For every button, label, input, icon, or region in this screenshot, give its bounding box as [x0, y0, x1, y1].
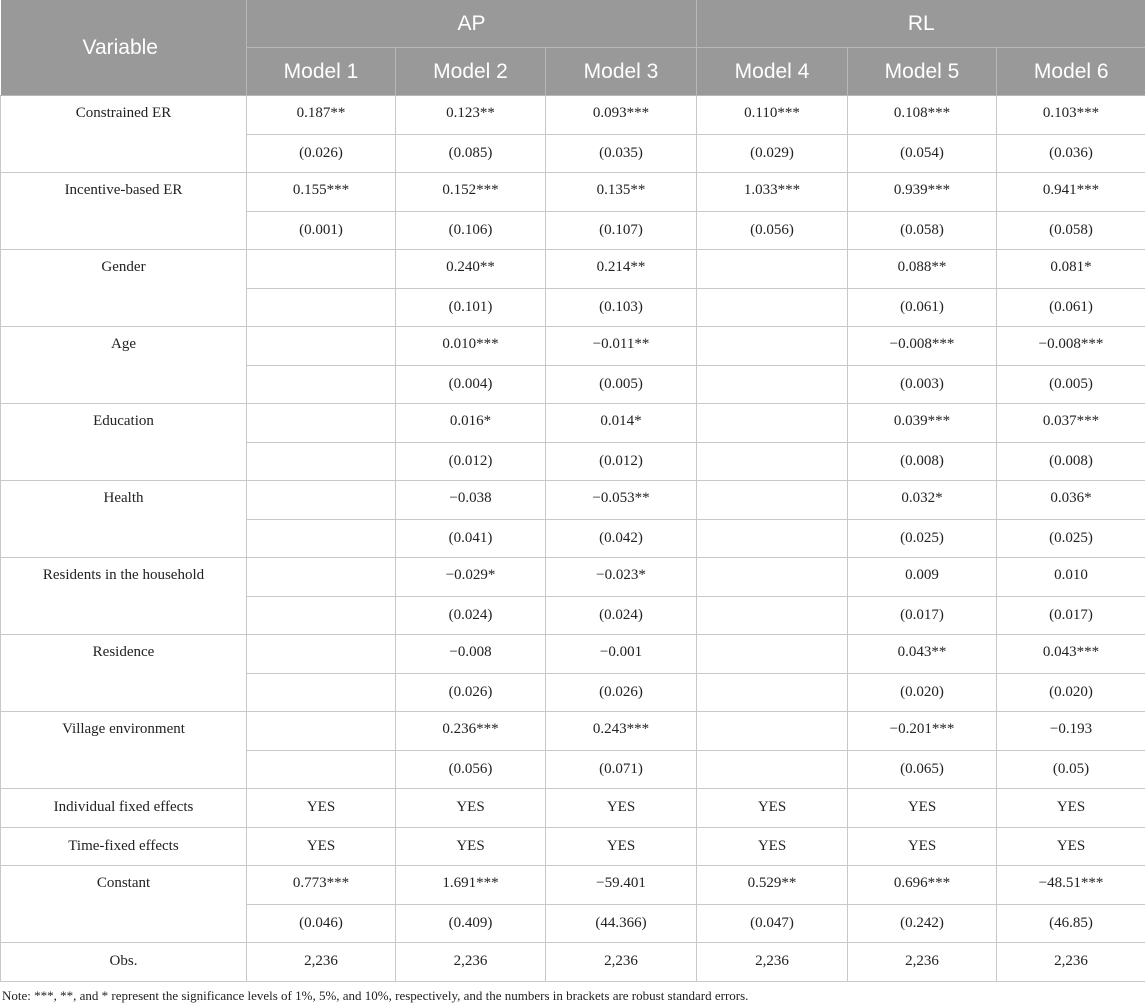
- coefficient-cell: 0.152***: [396, 173, 546, 212]
- value-cell: YES: [247, 789, 396, 828]
- table-row: [1, 558, 1145, 597]
- coefficient-cell: [697, 635, 848, 674]
- coefficient-cell: 0.240**: [396, 250, 546, 289]
- coefficient-cell: −48.51***: [997, 866, 1145, 905]
- table-note: Note: ***, **, and * represent the significance levels of 1%, 5%, and 10%, respectively, and the numbers in brackets are robust standard errors.: [2, 988, 749, 1003]
- coefficient-cell: 0.696***: [848, 866, 997, 905]
- coefficient-cell: 0.939***: [848, 173, 997, 212]
- value-cell: 2,236: [997, 943, 1145, 982]
- model-header: Model 5: [848, 48, 997, 96]
- coefficient-cell: 0.039***: [848, 404, 997, 443]
- value-cell: 2,236: [697, 943, 848, 982]
- row-label: Individual fixed effects: [1, 789, 247, 828]
- std-error-cell: (0.020): [997, 673, 1145, 712]
- std-error-cell: [697, 442, 848, 481]
- coefficient-cell: [247, 250, 396, 289]
- coefficient-cell: 0.135**: [546, 173, 697, 212]
- coefficient-cell: −0.011**: [546, 327, 697, 366]
- table-row: [1, 173, 1145, 212]
- value-cell: YES: [997, 827, 1145, 866]
- coefficient-cell: 0.941***: [997, 173, 1145, 212]
- coefficient-cell: 0.037***: [997, 404, 1145, 443]
- coefficient-cell: [697, 250, 848, 289]
- std-error-cell: (46.85): [997, 904, 1145, 943]
- coefficient-cell: 0.214**: [546, 250, 697, 289]
- row-label: Age: [1, 327, 247, 404]
- coefficient-cell: 0.088**: [848, 250, 997, 289]
- coefficient-cell: 0.081*: [997, 250, 1145, 289]
- std-error-cell: (0.409): [396, 904, 546, 943]
- coefficient-cell: 0.093***: [546, 96, 697, 135]
- std-error-cell: (0.017): [997, 596, 1145, 635]
- std-error-cell: (0.029): [697, 134, 848, 173]
- std-error-cell: (0.025): [997, 519, 1145, 558]
- coefficient-cell: −0.193: [997, 712, 1145, 751]
- coefficient-cell: 0.043**: [848, 635, 997, 674]
- std-error-cell: (0.054): [848, 134, 997, 173]
- std-error-cell: (0.056): [396, 750, 546, 789]
- std-error-cell: [247, 442, 396, 481]
- group-header-ap: AP: [247, 0, 697, 48]
- value-cell: 2,236: [247, 943, 396, 982]
- row-label: Constant: [1, 866, 247, 943]
- std-error-cell: [247, 365, 396, 404]
- value-cell: YES: [546, 789, 697, 828]
- std-error-cell: (0.106): [396, 211, 546, 250]
- table-row: [1, 827, 1145, 866]
- coefficient-cell: [247, 481, 396, 520]
- variable-header: Variable: [1, 0, 247, 96]
- value-cell: YES: [396, 789, 546, 828]
- coefficient-cell: −0.053**: [546, 481, 697, 520]
- std-error-cell: (0.025): [848, 519, 997, 558]
- table-row: [1, 250, 1145, 289]
- std-error-cell: [697, 519, 848, 558]
- coefficient-cell: [247, 712, 396, 751]
- std-error-cell: [697, 750, 848, 789]
- table-row: [1, 635, 1145, 674]
- value-cell: YES: [247, 827, 396, 866]
- std-error-cell: [247, 519, 396, 558]
- value-cell: YES: [396, 827, 546, 866]
- coefficient-cell: −0.001: [546, 635, 697, 674]
- coefficient-cell: [697, 481, 848, 520]
- model-header: Model 3: [546, 48, 697, 96]
- coefficient-cell: 0.103***: [997, 96, 1145, 135]
- std-error-cell: (0.036): [997, 134, 1145, 173]
- coefficient-cell: 0.155***: [247, 173, 396, 212]
- coefficient-cell: −0.008***: [997, 327, 1145, 366]
- std-error-cell: (0.008): [848, 442, 997, 481]
- value-cell: YES: [848, 827, 997, 866]
- std-error-cell: (0.058): [997, 211, 1145, 250]
- table-row: [1, 327, 1145, 366]
- std-error-cell: [247, 596, 396, 635]
- std-error-cell: (0.058): [848, 211, 997, 250]
- group-header-rl: RL: [697, 0, 1145, 48]
- std-error-cell: (0.05): [997, 750, 1145, 789]
- std-error-cell: (0.005): [997, 365, 1145, 404]
- std-error-cell: (0.041): [396, 519, 546, 558]
- row-label: Residence: [1, 635, 247, 712]
- std-error-cell: (0.005): [546, 365, 697, 404]
- std-error-cell: (0.035): [546, 134, 697, 173]
- value-cell: YES: [697, 789, 848, 828]
- coefficient-cell: −0.201***: [848, 712, 997, 751]
- coefficient-cell: 0.529**: [697, 866, 848, 905]
- coefficient-cell: 0.014*: [546, 404, 697, 443]
- coefficient-cell: [697, 327, 848, 366]
- table-row: [1, 96, 1145, 135]
- std-error-cell: [697, 365, 848, 404]
- coefficient-cell: [697, 404, 848, 443]
- coefficient-cell: 1.691***: [396, 866, 546, 905]
- coefficient-cell: [697, 558, 848, 597]
- row-label: Gender: [1, 250, 247, 327]
- std-error-cell: (0.012): [396, 442, 546, 481]
- std-error-cell: (0.012): [546, 442, 697, 481]
- coefficient-cell: 0.016*: [396, 404, 546, 443]
- std-error-cell: [697, 288, 848, 327]
- std-error-cell: (0.103): [546, 288, 697, 327]
- std-error-cell: (0.001): [247, 211, 396, 250]
- value-cell: YES: [697, 827, 848, 866]
- row-label: Incentive-based ER: [1, 173, 247, 250]
- table-row: [1, 789, 1145, 828]
- coefficient-cell: −0.008***: [848, 327, 997, 366]
- std-error-cell: (0.017): [848, 596, 997, 635]
- std-error-cell: (0.065): [848, 750, 997, 789]
- std-error-cell: (0.101): [396, 288, 546, 327]
- coefficient-cell: 0.043***: [997, 635, 1145, 674]
- table-row: [1, 404, 1145, 443]
- coefficient-cell: −0.038: [396, 481, 546, 520]
- coefficient-cell: 0.123**: [396, 96, 546, 135]
- coefficient-cell: 0.187**: [247, 96, 396, 135]
- value-cell: 2,236: [848, 943, 997, 982]
- std-error-cell: (0.056): [697, 211, 848, 250]
- std-error-cell: (0.085): [396, 134, 546, 173]
- coefficient-cell: [247, 404, 396, 443]
- row-label: Constrained ER: [1, 96, 247, 173]
- table-body: [1, 96, 1145, 982]
- coefficient-cell: 0.236***: [396, 712, 546, 751]
- std-error-cell: (0.071): [546, 750, 697, 789]
- table-row: [1, 481, 1145, 520]
- std-error-cell: (0.008): [997, 442, 1145, 481]
- std-error-cell: (0.026): [396, 673, 546, 712]
- std-error-cell: (0.026): [546, 673, 697, 712]
- coefficient-cell: [697, 712, 848, 751]
- coefficient-cell: 0.032*: [848, 481, 997, 520]
- value-cell: 2,236: [396, 943, 546, 982]
- std-error-cell: (0.024): [546, 596, 697, 635]
- std-error-cell: (0.004): [396, 365, 546, 404]
- std-error-cell: [247, 750, 396, 789]
- coefficient-cell: −0.023*: [546, 558, 697, 597]
- row-label: Residents in the household: [1, 558, 247, 635]
- std-error-cell: (0.024): [396, 596, 546, 635]
- std-error-cell: (0.046): [247, 904, 396, 943]
- coefficient-cell: [247, 635, 396, 674]
- std-error-cell: (0.020): [848, 673, 997, 712]
- table-row: [1, 866, 1145, 905]
- row-label: Health: [1, 481, 247, 558]
- value-cell: YES: [997, 789, 1145, 828]
- model-header: Model 2: [396, 48, 546, 96]
- model-header: Model 6: [997, 48, 1145, 96]
- coefficient-cell: 0.009: [848, 558, 997, 597]
- value-cell: YES: [546, 827, 697, 866]
- header-row-groups: [1, 0, 1145, 48]
- row-label: Time-fixed effects: [1, 827, 247, 866]
- coefficient-cell: 0.010: [997, 558, 1145, 597]
- std-error-cell: [697, 673, 848, 712]
- coefficient-cell: −59.401: [546, 866, 697, 905]
- coefficient-cell: 1.033***: [697, 173, 848, 212]
- coefficient-cell: 0.108***: [848, 96, 997, 135]
- table-row: [1, 712, 1145, 751]
- std-error-cell: (0.107): [546, 211, 697, 250]
- std-error-cell: (0.003): [848, 365, 997, 404]
- std-error-cell: [697, 596, 848, 635]
- table-row: [1, 943, 1145, 982]
- model-header: Model 1: [247, 48, 396, 96]
- std-error-cell: (0.047): [697, 904, 848, 943]
- coefficient-cell: 0.243***: [546, 712, 697, 751]
- std-error-cell: [247, 673, 396, 712]
- std-error-cell: (0.026): [247, 134, 396, 173]
- std-error-cell: (0.061): [997, 288, 1145, 327]
- value-cell: 2,236: [546, 943, 697, 982]
- coefficient-cell: −0.008: [396, 635, 546, 674]
- coefficient-cell: 0.773***: [247, 866, 396, 905]
- value-cell: YES: [848, 789, 997, 828]
- std-error-cell: (44.366): [546, 904, 697, 943]
- coefficient-cell: [247, 327, 396, 366]
- coefficient-cell: 0.010***: [396, 327, 546, 366]
- model-header: Model 4: [697, 48, 848, 96]
- std-error-cell: [247, 288, 396, 327]
- coefficient-cell: 0.110***: [697, 96, 848, 135]
- coefficient-cell: 0.036*: [997, 481, 1145, 520]
- row-label: Obs.: [1, 943, 247, 982]
- coefficient-cell: [247, 558, 396, 597]
- row-label: Education: [1, 404, 247, 481]
- row-label: Village environment: [1, 712, 247, 789]
- std-error-cell: (0.042): [546, 519, 697, 558]
- coefficient-cell: −0.029*: [396, 558, 546, 597]
- std-error-cell: (0.061): [848, 288, 997, 327]
- std-error-cell: (0.242): [848, 904, 997, 943]
